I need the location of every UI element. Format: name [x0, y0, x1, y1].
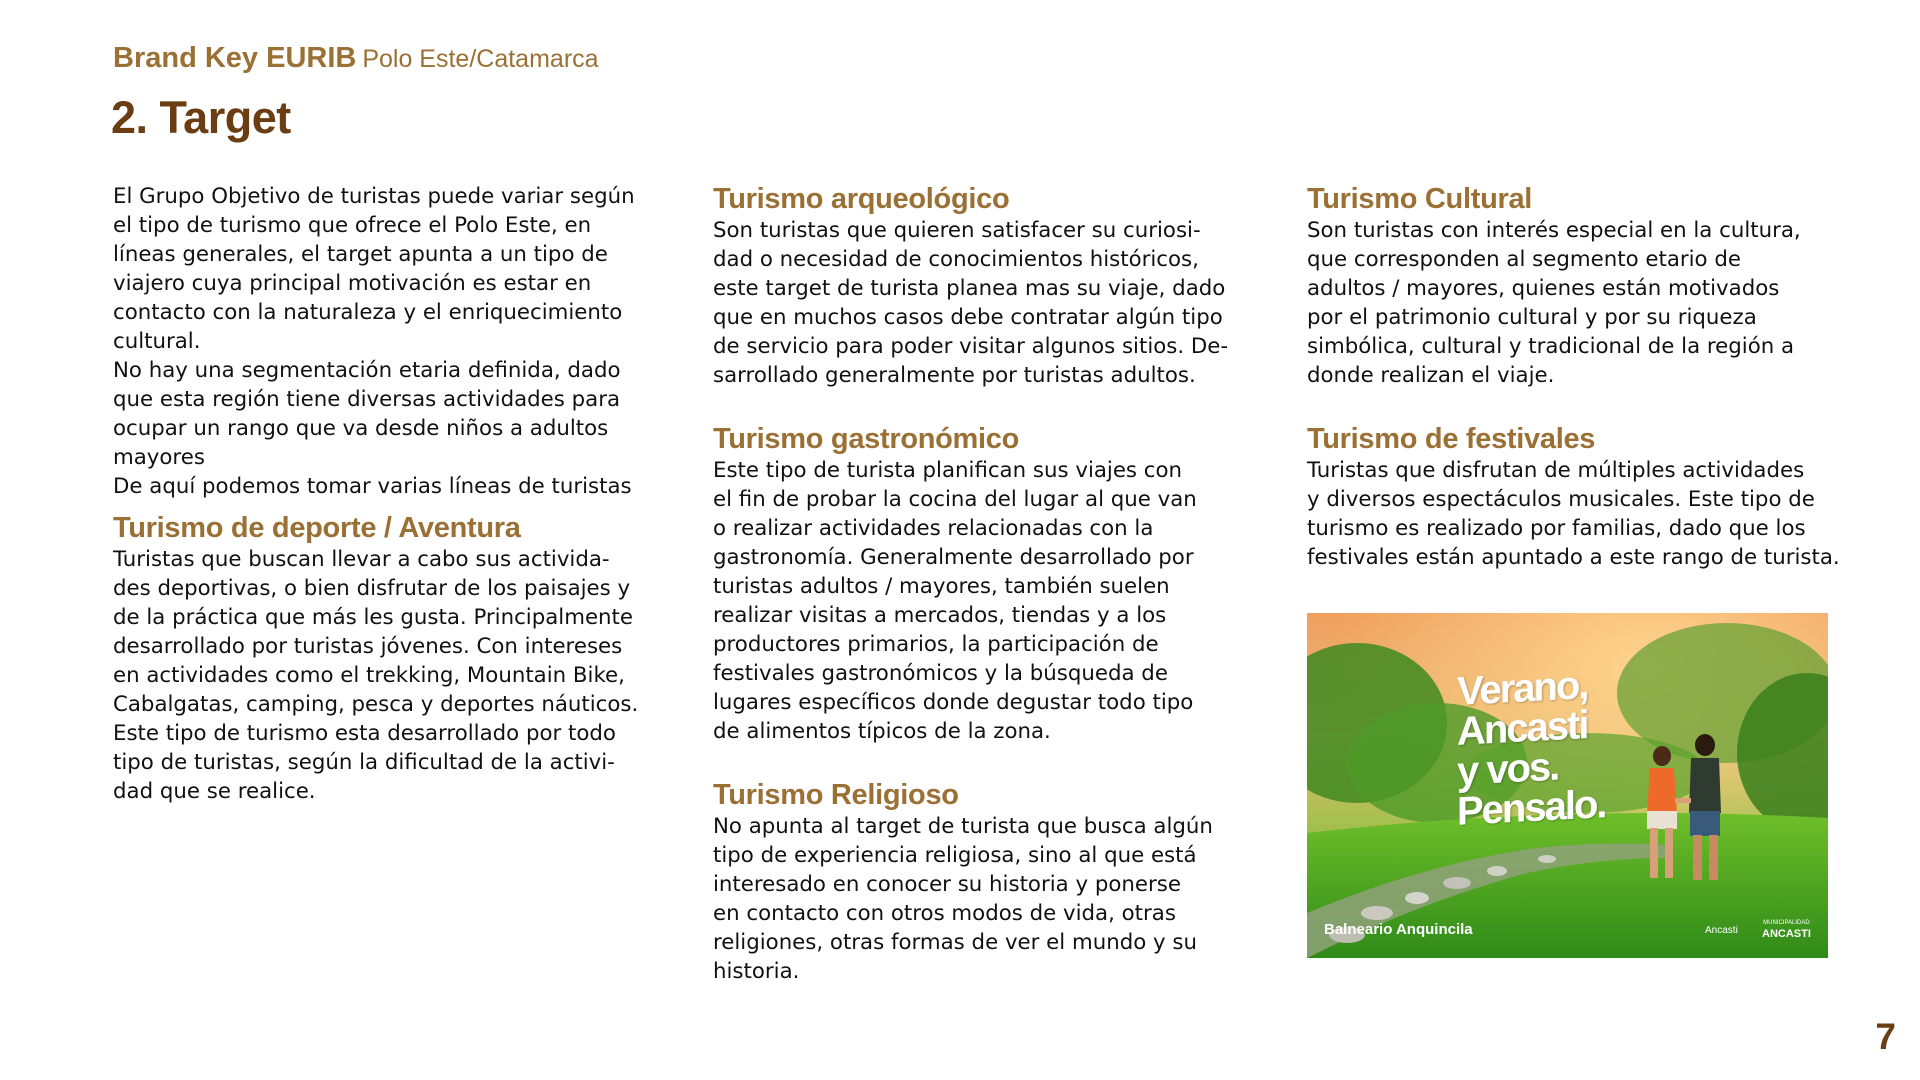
section-text-arqueologico: Son turistas que quieren satisfacer su curiosi- dad o necesidad de conocimientos históricos, este target de turista planea mas su viaje, dado que en muchos casos debe contratar algún tipo de servicio para poder visitar algunos sitios. De- sarrollado generalmente por turistas adultos.	[713, 218, 1229, 388]
ancasti-logo-right	[1762, 918, 1811, 940]
brand-name: Brand Key EURIB	[113, 42, 357, 74]
intro-paragraph-3: De aquí podemos tomar varias líneas de turistas	[113, 474, 632, 499]
section-text-festivales: Turistas que disfrutan de múltiples actividades y diversos espectáculos musicales. Este tipo de turismo es realizado por familias, dado que los festivales están apuntado a este rango de turista.	[1307, 458, 1840, 570]
section-cultural	[1307, 182, 1867, 390]
brand-subtitle: Polo Este/Catamarca	[362, 45, 599, 73]
section-deporte	[113, 511, 673, 806]
section-gastronomico	[713, 422, 1273, 746]
intro-paragraph-1: El Grupo Objetivo de turistas puede variar según el tipo de turismo que ofrece el Polo Este, en líneas generales, el target apunta a un tipo de viajero cuya principal motivación es estar en contacto con la naturaleza y el enriquecimiento cultural.	[113, 184, 635, 354]
section-text-gastronomico: Este tipo de turista planifican sus viajes con el fin de probar la cocina del lugar al que van o realizar actividades relacionadas con la gastronomía. Generalmente desarrollado por turistas adultos / mayores, también suelen realizar visitas a mercados, tiendas y a los productores primarios, la participación de festivales gastronómicos y la búsqueda de lugares específicos donde degustar todo tipo de alimentos típicos de la zona.	[713, 458, 1197, 744]
section-text-religioso: No apunta al target de turista que busca algún tipo de experiencia religiosa, sino al que está interesado en conocer su historia y ponerse en contacto con otros modos de vida, otras religiones, otras formas de ver el mundo y su historia.	[713, 814, 1213, 984]
section-title-religioso: Turismo Religioso	[713, 779, 959, 811]
page-title: 2. Target	[111, 92, 291, 143]
slogan-line-2: Ancasti	[1457, 703, 1588, 754]
logo-right-top: MUNICIPALIDAD	[1763, 920, 1810, 926]
section-title-arqueologico: Turismo arqueológico	[713, 183, 1010, 215]
logo-right-name: ANCASTI	[1762, 928, 1811, 940]
column-right	[1307, 182, 1867, 604]
slogan-line-1: Verano,	[1457, 663, 1588, 714]
section-title-gastronomico: Turismo gastronómico	[713, 423, 1020, 455]
slogan-line-4: Pensalo.	[1457, 782, 1606, 834]
ancasti-logo-left: Ancasti	[1705, 925, 1738, 936]
intro-paragraph-2: No hay una segmentación etaria definida, dado que esta región tiene diversas actividades para ocupar un rango que va desde niños a adultos mayores	[113, 358, 621, 470]
photo-slogan	[1457, 664, 1606, 832]
section-arqueologico	[713, 182, 1273, 390]
page-number: 7	[1875, 1016, 1896, 1057]
slogan-line-3: y vos.	[1457, 744, 1559, 794]
section-title-deporte: Turismo de deporte / Aventura	[113, 512, 521, 544]
document-header	[113, 42, 599, 75]
section-title-cultural: Turismo Cultural	[1307, 183, 1533, 215]
column-left	[113, 182, 673, 838]
column-middle	[713, 182, 1273, 1018]
promo-photo	[1307, 613, 1828, 958]
section-festivales	[1307, 422, 1867, 572]
section-title-festivales: Turismo de festivales	[1307, 423, 1596, 455]
section-text-deporte: Turistas que buscan llevar a cabo sus activida- des deportivas, o bien disfrutar de los paisajes y de la práctica que más les gusta. Principalmente desarrollado por turistas jóvenes. Con intereses en actividades como el trekking, Mountain Bike, Cabalgatas, camping, pesca y deportes náuticos. Este tipo de turismo esta desarrollado por todo tipo de turistas, según la dificultad de la activi- dad que se realice.	[113, 547, 639, 804]
section-text-cultural: Son turistas con interés especial en la cultura, que corresponden al segmento etario de adultos / mayores, quienes están motivados por el patrimonio cultural y por su riqueza simbólica, cultural y tradicional de la región a donde realizan el viaje.	[1307, 218, 1801, 388]
section-religioso	[713, 778, 1273, 986]
photo-caption: Balneario Anquincila	[1324, 921, 1473, 938]
